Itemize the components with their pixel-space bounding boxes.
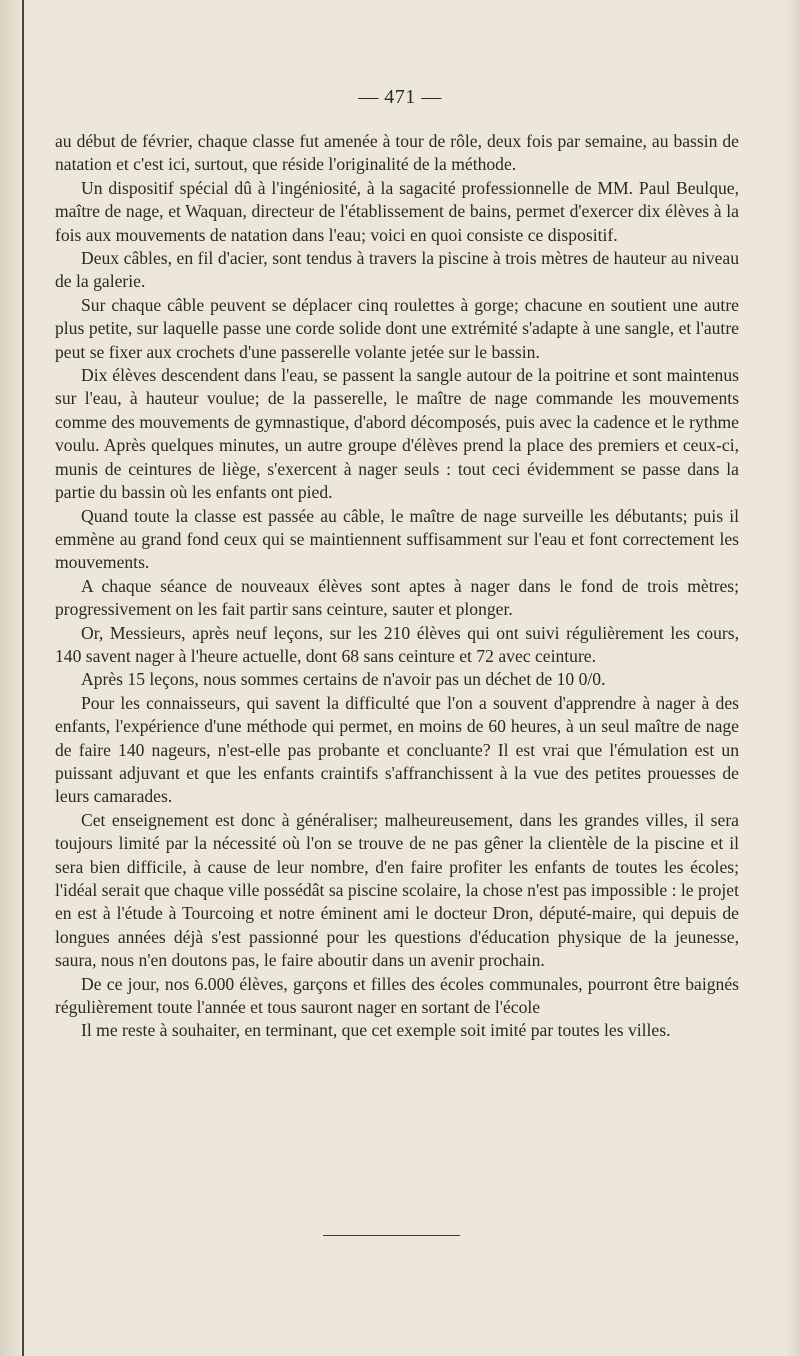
page-binding-shadow xyxy=(0,0,22,1356)
paragraph: De ce jour, nos 6.000 élèves, garçons et filles des écoles communales, pourront être baignés régulièrement toute l'année et tous sauront nager en sortant de l'école xyxy=(55,973,739,1018)
paragraph: Or, Messieurs, après neuf leçons, sur les 210 élèves qui ont suivi régulièrement les cours, 140 savent nager à l'heure actuelle, dont 68 sans ceinture et 72 avec ceinture. xyxy=(55,622,739,666)
paragraph: Deux câbles, en fil d'acier, sont tendus à travers la piscine à trois mètres de hauteur au niveau de la galerie. xyxy=(55,248,739,292)
paragraph: au début de février, chaque classe fut amenée à tour de rôle, deux fois par semaine, au bassin de natation et c'est ici, surtout, que réside l'originalité de la méthode. xyxy=(55,131,739,175)
paragraph: A chaque séance de nouveaux élèves sont aptes à nager dans le fond de trois mètres; progressivement on les fait partir sans ceinture, sauter et plonger. xyxy=(55,575,739,620)
paragraph: Sur chaque câble peuvent se déplacer cinq roulettes à gorge; chacune en soutient une autre plus petite, sur laquelle passe une corde solide dont une extrémité s'adapte à une sangle, et l'autre peut se fixer aux crochets d'une passerelle volante jetée sur le bassin. xyxy=(55,294,739,362)
paragraph: Après 15 leçons, nous sommes certains de n'avoir pas un déchet de 10 0/0. xyxy=(81,669,606,690)
paragraph: Dix élèves descendent dans l'eau, se passent la sangle autour de la poitrine et sont maintenus sur l'eau, à hauteur voulue; de la passerelle, le maître de nage commande les mouvements comme des mouvements de gymnastique, d'abord décomposés, puis avec la cadence et le rythme voulu. Après quelques minutes, un autre groupe d'élèves prend la place des premiers et ceux-ci, munis de ceintures de liège, s'exercent à nager seuls : tout ceci évidemment se passe dans la partie du bassin où les enfants ont pied. xyxy=(55,365,739,503)
paragraph: Quand toute la classe est passée au câble, le maître de nage surveille les débutants; puis il emmène au grand fond ceux qui se maintiennent suffisamment sur l'eau et font correctement les mouvements. xyxy=(55,505,739,573)
paragraph: Pour les connaisseurs, qui savent la difficulté que l'on a souvent d'apprendre à nager à des enfants, l'expérience d'une méthode qui permet, en moins de 60 heures, à un seul maître de nage de faire 140 nageurs, n'est-elle pas probante et concluante? Il est vrai que l'émulation est un puissant adjuvant et que les enfants craintifs s'affranchissent à la vue des petites prouesses de leurs camarades. xyxy=(55,692,739,807)
paragraph: Il me reste à souhaiter, en terminant, que cet exemple soit imité par toutes les villes. xyxy=(81,1020,671,1041)
page-left-border-line xyxy=(22,0,24,1356)
body-text xyxy=(55,130,739,1043)
page-right-edge-shadow xyxy=(786,0,800,1356)
paragraph: Cet enseignement est donc à généraliser; malheureusement, dans les grandes villes, il sera toujours limité par la nécessité où l'on se trouve de ne pas gêner la clientèle de la piscine et il sera bien difficile, à cause de leur nombre, d'en faire profiter les enfants de toutes les écoles; l'idéal serait que chaque ville possédât sa piscine scolaire, la chose n'est pas impossible : le projet en est à l'étude à Tourcoing et notre éminent ami le docteur Dron, député-maire, qui depuis de longues années déjà s'est passionné pour les questions d'éducation physique de la jeunesse, saura, nous n'en doutons pas, le faire aboutir dans un avenir prochain. xyxy=(55,809,739,971)
page-number: — 471 — xyxy=(358,86,442,108)
end-horizontal-rule xyxy=(323,1235,460,1236)
paragraph: Un dispositif spécial dû à l'ingéniosité, à la sagacité professionnelle de MM. Paul Beulque, maître de nage, et Waquan, directeur de l'établissement de bains, permet d'exercer dix élèves à la fois aux mouvements de natation dans l'eau; voici en quoi consiste ce dispositif. xyxy=(55,177,739,245)
